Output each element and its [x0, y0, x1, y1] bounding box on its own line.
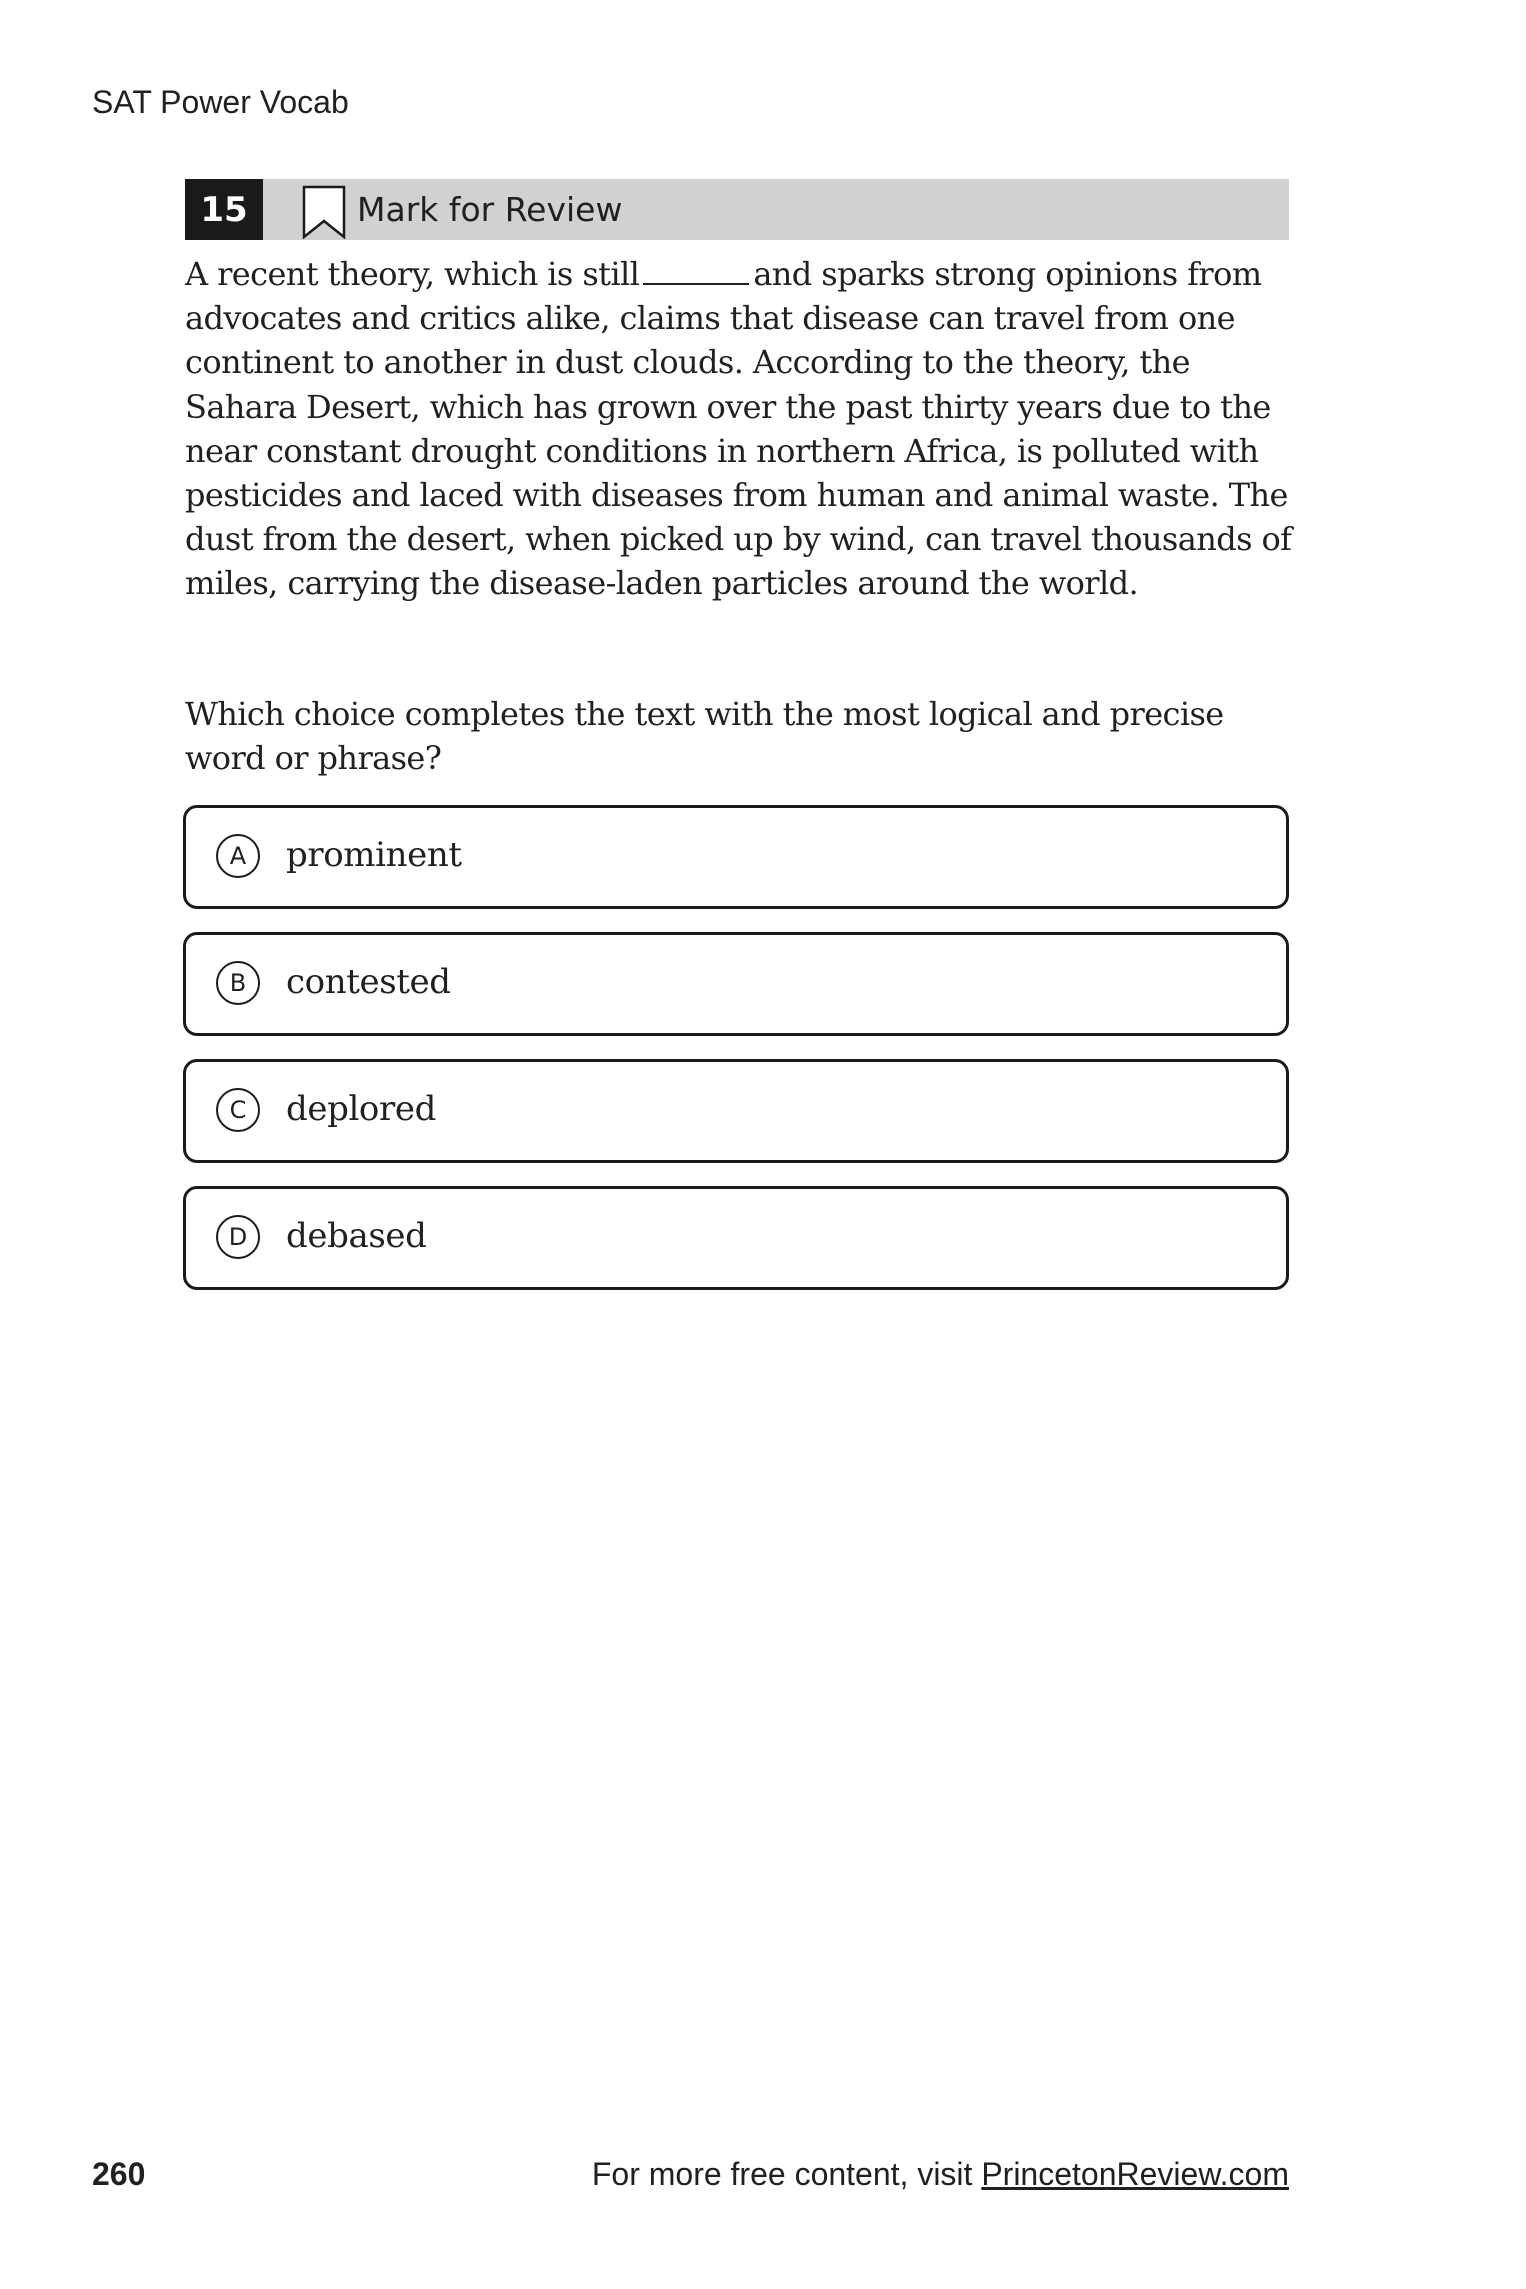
option-letter-b: B: [216, 961, 260, 1005]
option-d[interactable]: [183, 1186, 1289, 1290]
question-prompt: Which choice completes the text with the most logical and precise word or phrase?: [185, 695, 1224, 778]
option-letter-c: C: [216, 1088, 260, 1132]
option-b[interactable]: [183, 932, 1289, 1036]
option-text: prominent: [286, 835, 462, 875]
option-letter-d: D: [216, 1215, 260, 1259]
princeton-review-link[interactable]: PrincetonReview.com: [981, 2156, 1289, 2192]
option-text: debased: [286, 1216, 427, 1256]
option-text: deplored: [286, 1089, 436, 1129]
page-number: 260: [92, 2156, 146, 2192]
passage-text-before: A recent theory, which is still: [185, 255, 640, 293]
option-a[interactable]: [183, 805, 1289, 909]
running-head: SAT Power Vocab: [92, 84, 349, 120]
footer-text: For more free content, visit: [591, 2156, 973, 2192]
passage: [185, 252, 1305, 606]
option-text: contested: [286, 962, 451, 1002]
footer-note: [592, 2156, 1289, 2193]
option-letter-a: A: [216, 834, 260, 878]
option-c[interactable]: [183, 1059, 1289, 1163]
question-header-bar: [185, 179, 1289, 240]
passage-text-after: and sparks strong opinions from advocates and critics alike, claims that disease can travel from one continent to another in dust clouds. According to the theory, the Sahara Desert, which has grown over the past thirty years due to the near constant drought conditions in northern Africa, is polluted with pesticides and laced with diseases from human and animal waste. The dust from the desert, when picked up by wind, can travel thousands of miles, carrying the disease-laden particles around the world.: [185, 255, 1292, 603]
bookmark-icon[interactable]: [302, 185, 346, 239]
question-number: 15: [185, 179, 263, 240]
answer-blank: [643, 253, 749, 285]
mark-for-review-button[interactable]: Mark for Review: [357, 190, 623, 229]
